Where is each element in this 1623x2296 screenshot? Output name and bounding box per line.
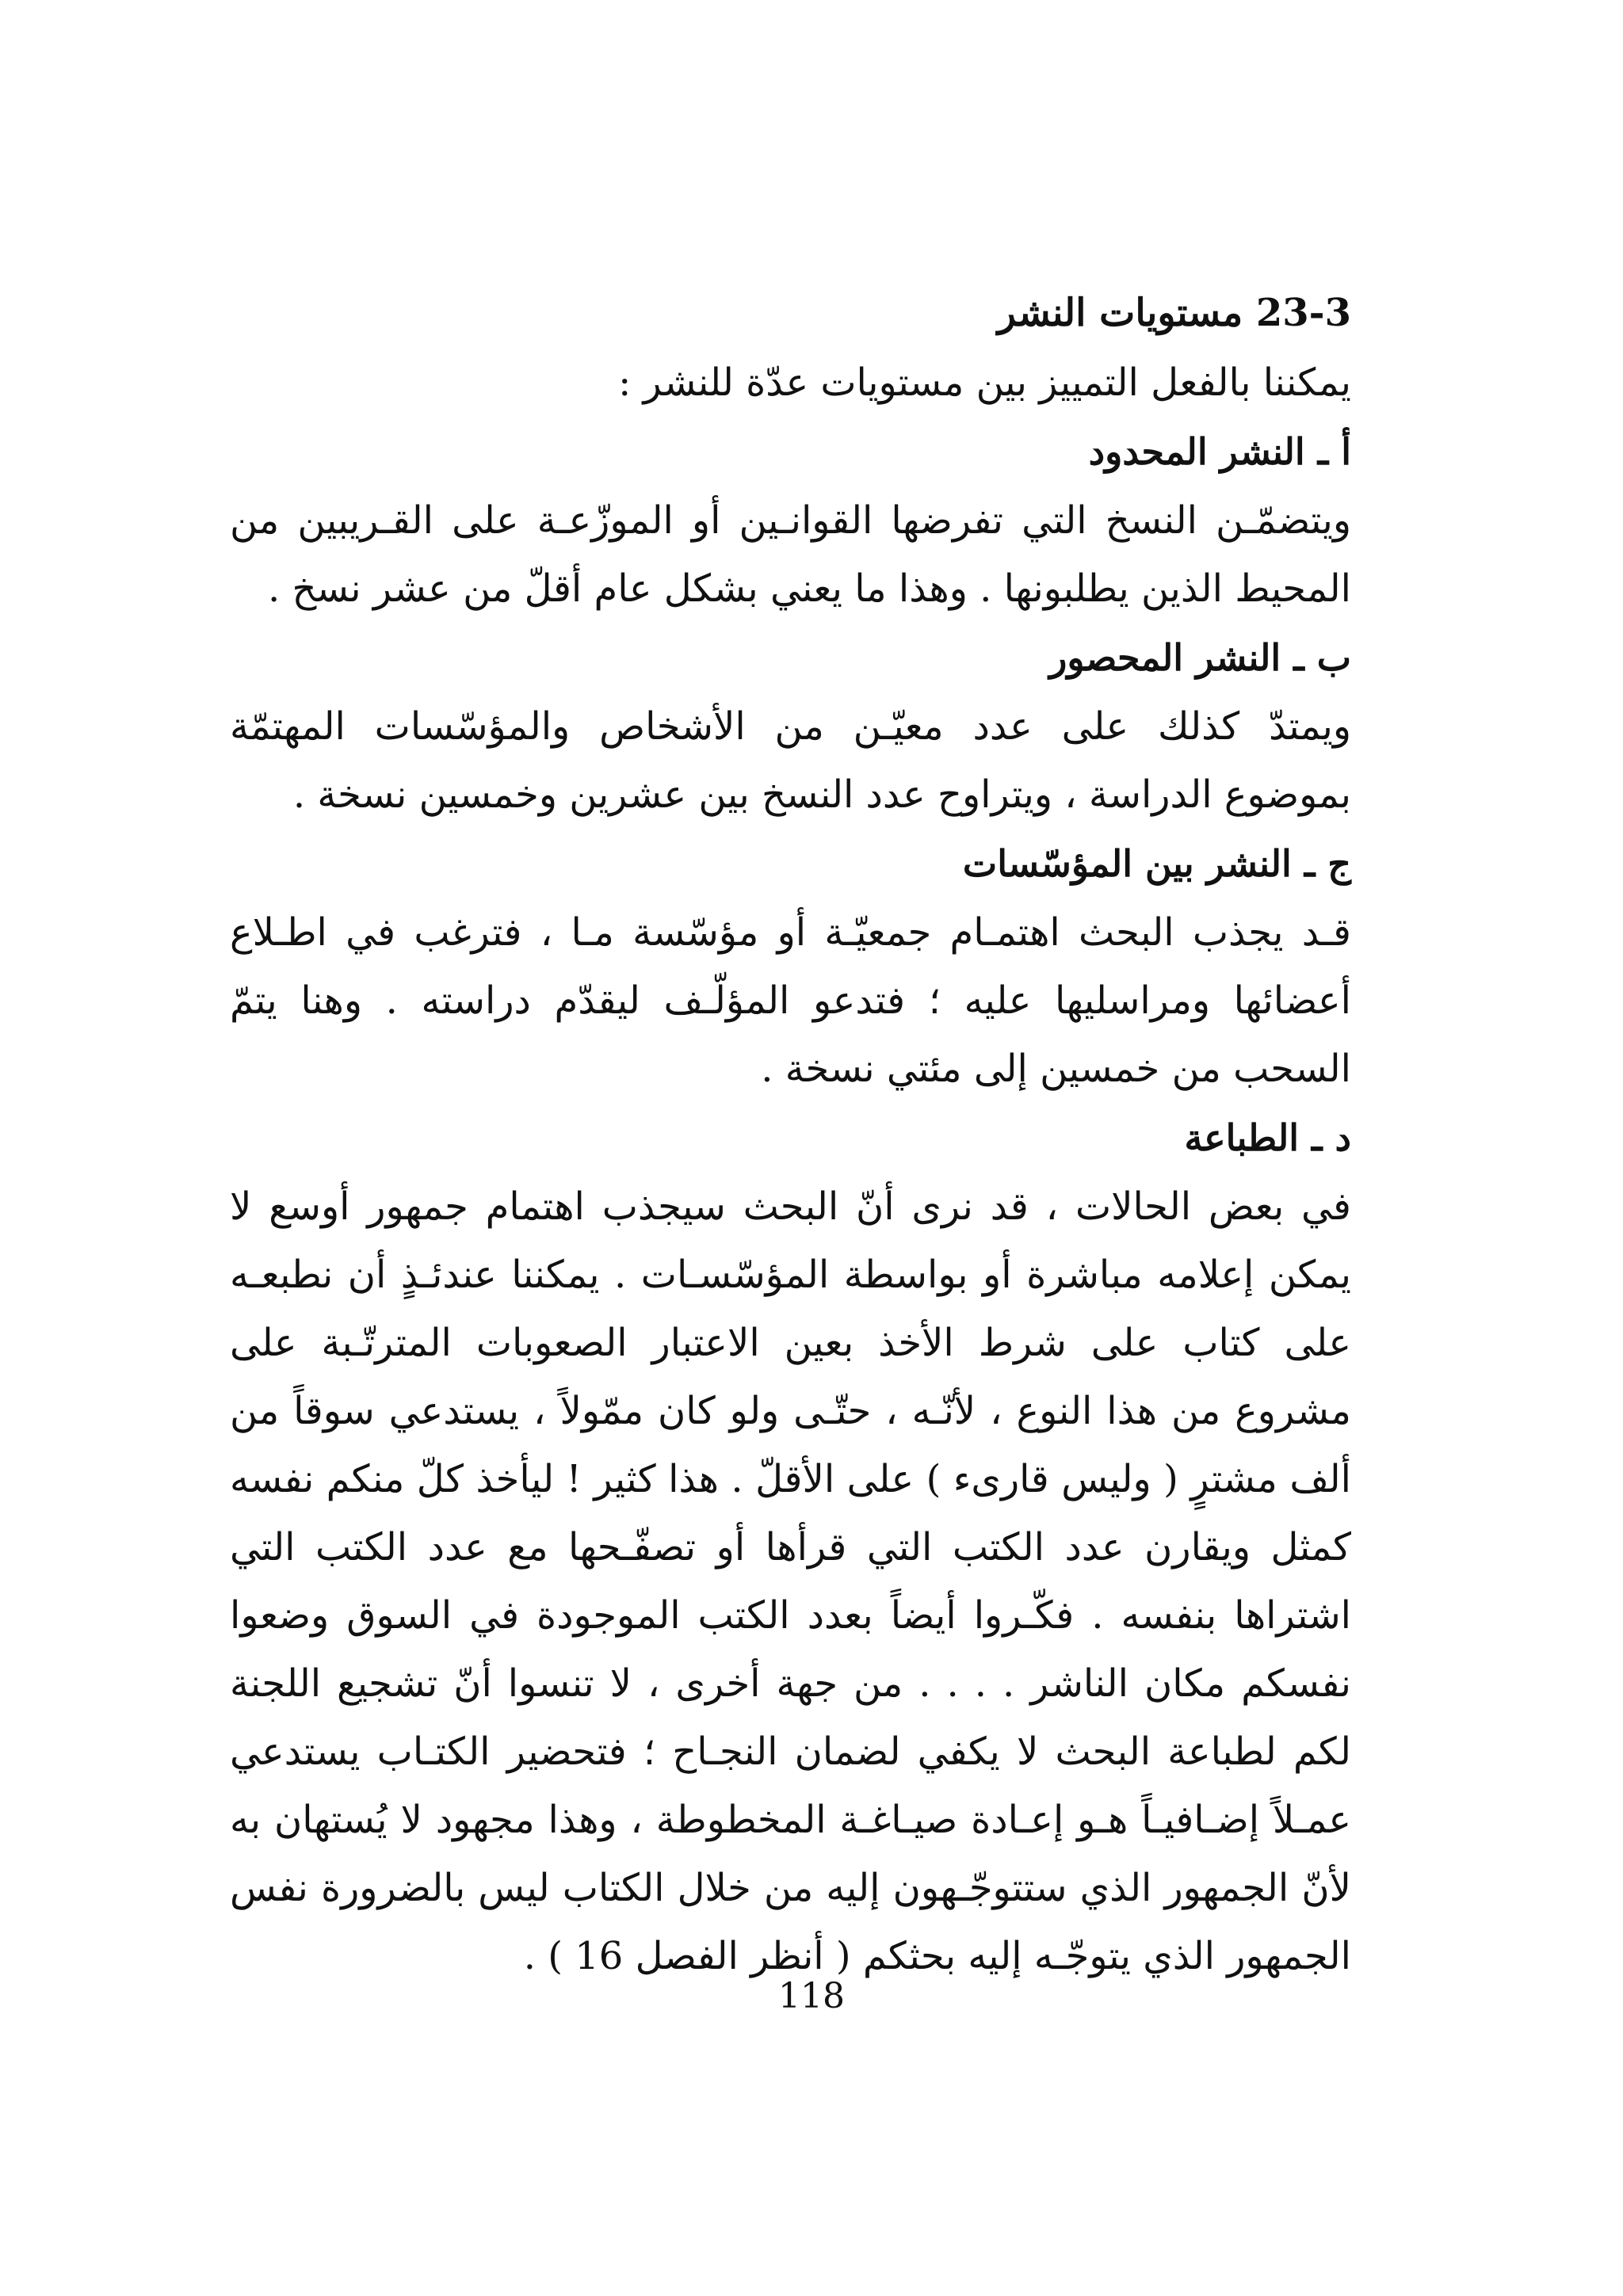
subsection-c-paragraph: قـد يجذب البحث اهتمـام جمعيّـة أو مؤسّسة مـا ، فترغب في اطـلاع أعضائها ومراسليها عليه ؛ فتدعو المؤلّـف ليقدّم دراسته . وهنا يتمّ السحب من خمسين إلى مئتي نسخة .	[230, 910, 1352, 1091]
section-intro: يمكننا بالفعل التمييز بين مستويات عدّة للنشر :	[618, 360, 1351, 405]
subsection-b-heading: ب ـ النشر المحصور	[1049, 636, 1351, 679]
subsection-d-paragraph: في بعض الحالات ، قد نرى أنّ البحث سيجذب اهتمام جمهور أوسع لا يمكن إعلامه مباشرة أو بواسطة المؤسّسـات . يمكننا عندئـذٍ أن نطبعـه على كتاب على شرط الأخذ بعين الاعتبار الصعوبات المترتّـبة على مشروع من هذا النوع ، لأنّـه ، حتّـى ولو كان ممّولاً ، يستدعي سوقاً من ألف مشترٍ ( وليس قارىء ) على الأقلّ . هذا كثير ! ليأخذ كلّ منكم نفسه كمثل ويقارن عدد الكتب التي قرأها أو تصفّـحها مع عدد الكتب التي اشتراها بنفسه . فكّـروا أيضاً بعدد الكتب الموجودة في السوق وضعوا نفسكم مكان الناشر . . . . من جهة أخرى ، لا تنسوا أنّ تشجيع اللجنة لكم لطباعة البحث لا يكفي لضمان النجـاح ؛ فتحضير الكتـاب يستدعي عمـلاً إضـافيـاً هـو إعـادة صيـاغـة المخطوطة ، وهذا مجهود لا يُستهان به لأنّ الجمهور الذي ستتوجّـهون إليه من خلال الكتاب ليس بالضرورة نفس الجمهور الذي يتوجّـه إليه بحثكم ( أنظر الفصل 16 ) .	[230, 1184, 1352, 1978]
section-title: 23-3 مستويات النشر	[997, 291, 1351, 335]
subsection-a-paragraph: ويتضمّـن النسخ التي تفرضها القوانـين أو الموزّعـة على القـريبين من المحيط الذين يطلبونها . وهذا ما يعني بشكل عام أقلّ من عشر نسخ .	[230, 498, 1352, 611]
subsection-b-paragraph: ويمتدّ كذلك على عدد معيّـن من الأشخاص والمؤسّسات المهتمّة بموضوع الدراسة ، ويتراوح عدد النسخ بين عشرين وخمسين نسخة .	[230, 704, 1351, 817]
text-column	[230, 277, 1351, 1990]
subsection-c-heading: ج ـ النشر بين المؤسّسات	[962, 842, 1351, 885]
subsection-a-heading: أ ـ النشر المحدود	[1088, 430, 1351, 473]
page-number: 118	[778, 1976, 845, 2016]
subsection-d-heading: د ـ الطباعة	[1184, 1116, 1351, 1159]
